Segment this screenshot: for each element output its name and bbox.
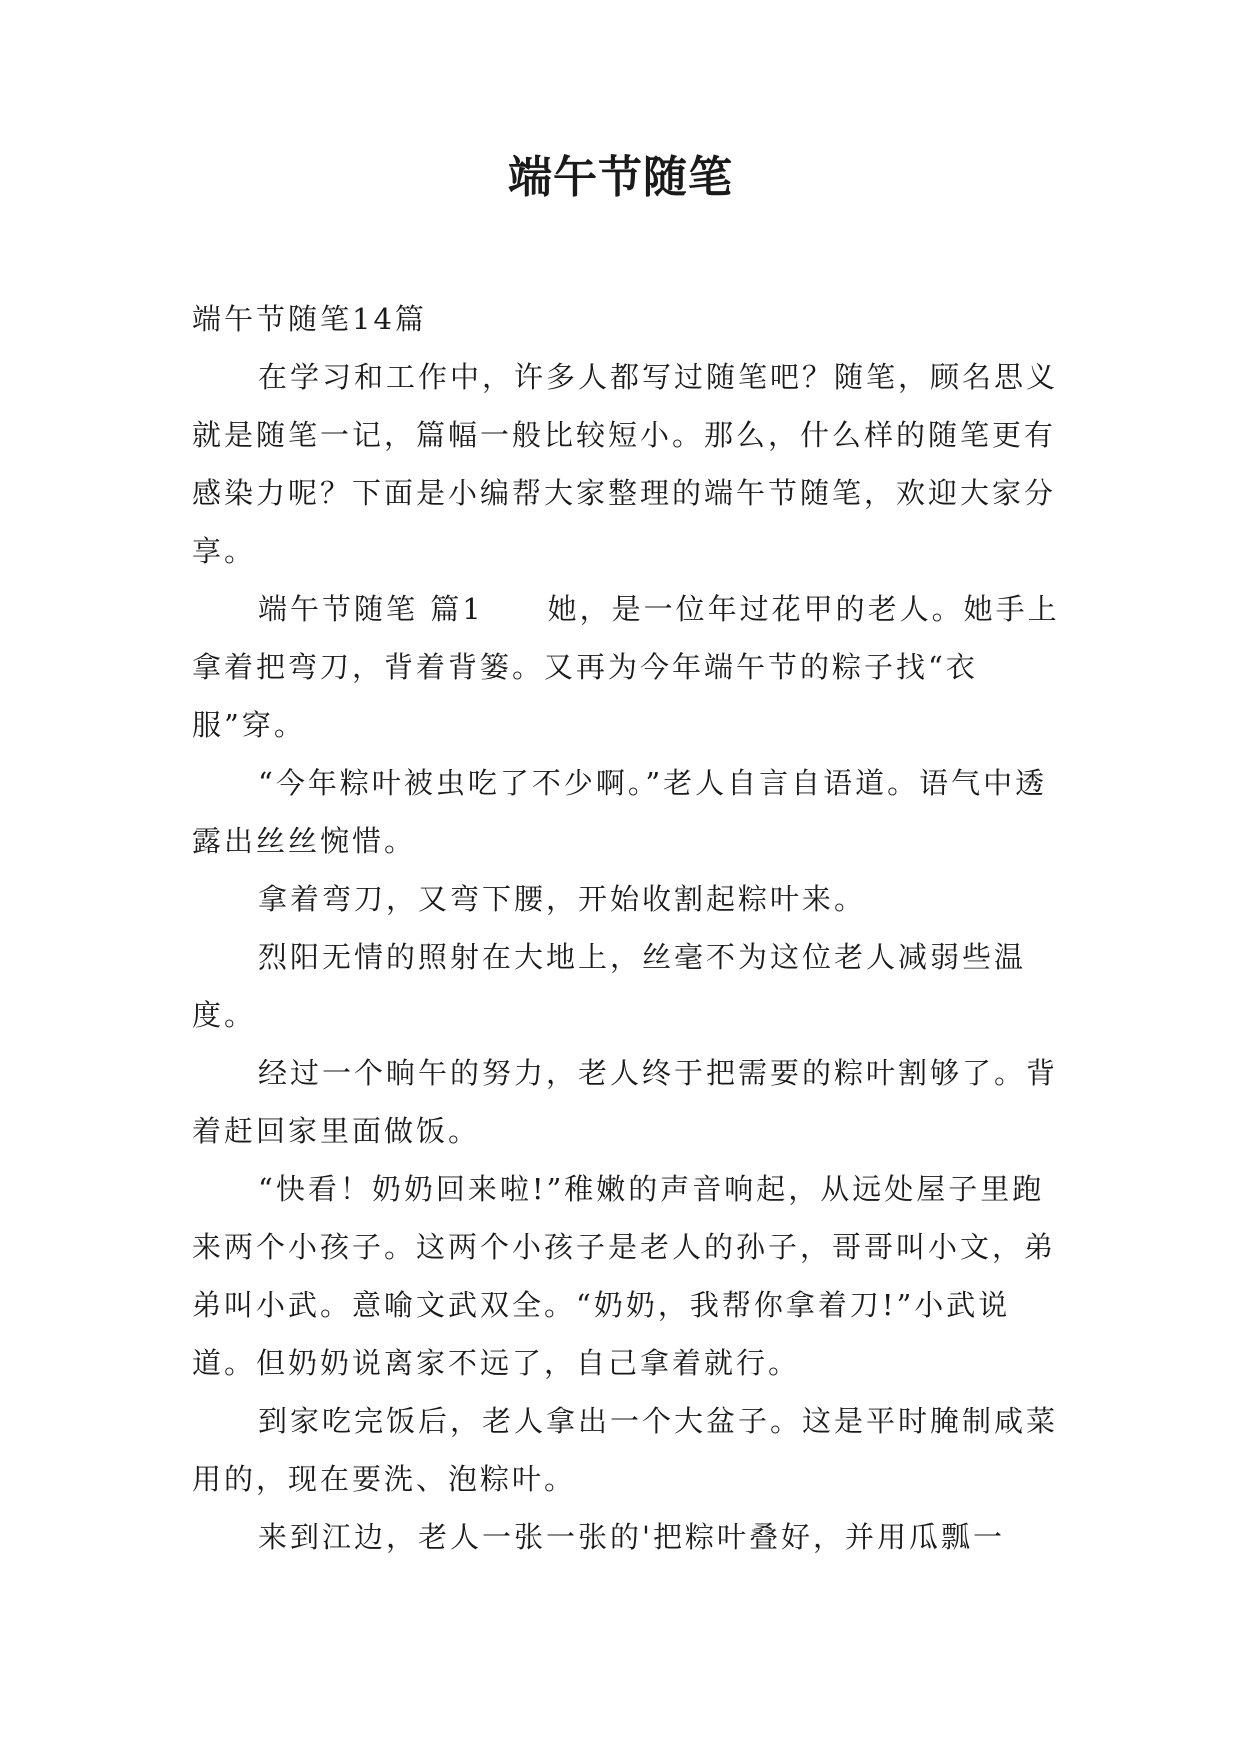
document-title: 端午节随笔 [508,152,733,203]
paragraph: 来到江边，老人一张一张的'把粽叶叠好，并用瓜瓢一 [258,1520,1005,1554]
paragraph: “快看！奶奶回来啦!”稚嫩的声音响起，从远处屋子里跑来两个小孩子。这两个小孩子是老人的孙子，哥哥叫小文，弟弟叫小武。意喻文武双全。“奶奶，我帮你拿着刀!”小武说道。但奶奶说离家不远了，自己拿着就行。 [192,1172,1057,1380]
paragraph-essay-1-opening: 端午节随笔 篇1 她，是一位年过花甲的老人。她手上拿着把弯刀，背着背篓。又再为今年端午节的粽子找“衣服”穿。 [192,592,1060,742]
paragraph: “今年粽叶被虫吃了不少啊。”老人自言自语道。语气中透露出丝丝惋惜。 [192,766,1048,858]
paragraph: 到家吃完饭后，老人拿出一个大盆子。这是平时腌制咸菜用的，现在要洗、泡粽叶。 [192,1404,1059,1496]
paragraph-intro: 在学习和工作中，许多人都写过随笔吧？随笔，顾名思义就是随笔一记，篇幅一般比较短小。那么，什么样的随笔更有感染力呢？下面是小编帮大家整理的端午节随笔，欢迎大家分享。 [192,360,1059,568]
paragraph: 拿着弯刀，又弯下腰，开始收割起粽叶来。 [258,882,867,916]
document-body [192,290,1064,1566]
document-subtitle: 端午节随笔14篇 [192,302,427,336]
paragraph: 烈阳无情的照射在大地上，丝毫不为这位老人减弱些温度。 [192,940,1027,1032]
paragraph: 经过一个晌午的努力，老人终于把需要的粽叶割够了。背着赶回家里面做饭。 [192,1056,1059,1148]
